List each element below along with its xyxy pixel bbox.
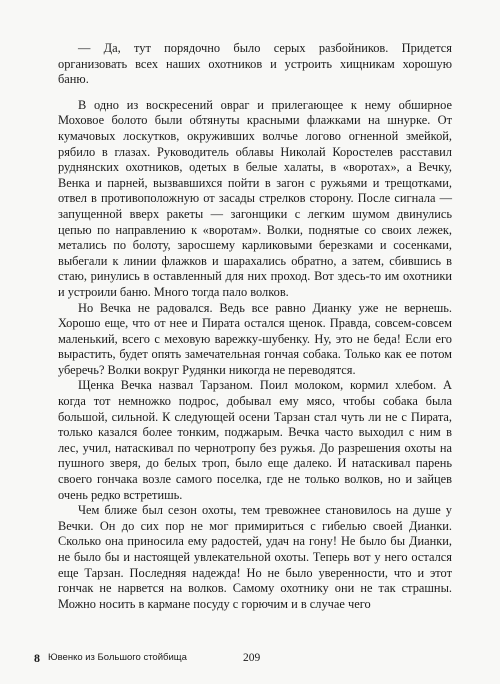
- paragraph: Щенка Вечка назвал Тарзаном. Поил молоком, кормил хлебом. А когда тот немножко подрос, добывал ему мясо, чтобы собака была большой, сильной. К следующей осени Тарзан стал чуть ли не с Пирата, только казался более тонким, поджарым. Вечка часто выходил с ним в лес, учил, натаскивал по чернотропу без ружья. До разрешения охоты на пушного зверя, до белых троп, было еще далеко. И натаскивал парень своего гончака возле самого поселка, где не только волков, но и зайцев очень редко встретишь.: [58, 378, 452, 502]
- paragraph: — Да, тут порядочно было серых разбойников. Придется организовать всех наших охотников и устроить хищникам хорошую баню.: [58, 41, 452, 87]
- page-number: 209: [243, 652, 261, 664]
- body-text: [58, 41, 452, 612]
- paragraph: В одно из воскресений овраг и прилегающее к нему обширное Моховое болото были обтянуты красными флажками на шнурке. От кумачовых лоскутков, окруживших волчье логово огненной змейкой, рябило в глазах. Руководитель облавы Николай Коростелев расставил руднянских охотников, одетых в белые халаты, в «воротах», а Вечку, Венка и парней, вызвавшихся пойти в загон с ружьями и трещотками, отвел в противоположную от засады стрелков сторону. После сигнала — запущенной вверх ракеты — загонщики с легким шумом двинулись цепью по направлению к «воротам». Волки, поднятые со своих лежек, метались по болоту, заросшему карликовыми березками и сосенками, выбегали к линии флажков и шарахались обратно, а затем, сбившись в стаю, ринулись в оставленный для них проход. Вот здесь-то им охотники и устроили баню. Много тогда пало волков.: [58, 97, 452, 299]
- signature-text: Ювенко из Большого стойбища: [48, 652, 187, 663]
- signature-number: 8: [34, 651, 40, 665]
- paragraph: Чем ближе был сезон охоты, тем тревожнее становилось на душе у Вечки. Он до сих пор не мог примириться с гибелью своей Дианки. Сколько она приносила ему радостей, удач на гону! Не было бы Дианки, не было бы и настоящей увлекательной охоты. Теперь вот у него остался еще Тарзан. Последняя надежда! Но не было уверенности, что и этот гончак не нарвется на волков. Самому охотнику они не так страшны. Можно носить в кармане посуду с горючим и в случае чего: [58, 503, 452, 611]
- paragraph: Но Вечка не радовался. Ведь все равно Дианку уже не вернешь. Хорошо еще, что от нее и Пирата остался щенок. Правда, совсем-совсем маленький, всего с меховую варежку-шубенку. Ну, это не беда! Если его вырастить, будет опять замечательная гончая собака. Только как ее потом уберечь? Волки вокруг Рудянки никогда не переводятся.: [58, 300, 452, 377]
